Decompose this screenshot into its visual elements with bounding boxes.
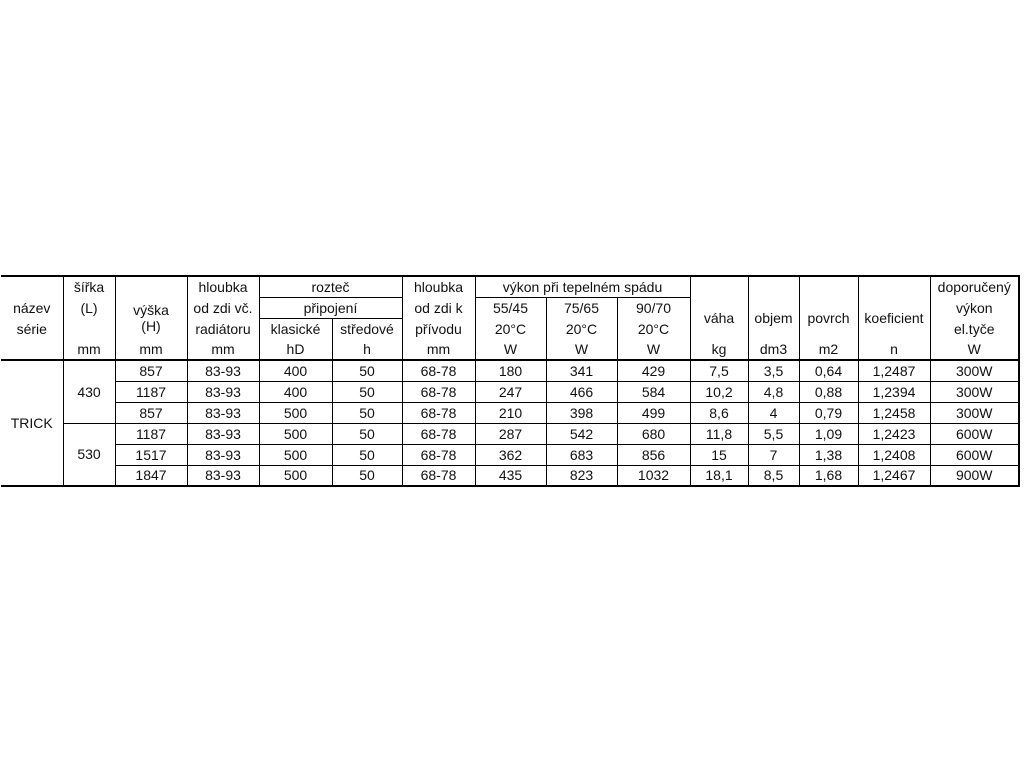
header-power-90: 90/70 bbox=[617, 297, 690, 318]
header-spacing-sub: připojení bbox=[259, 297, 402, 318]
unit-recommended: W bbox=[930, 339, 1019, 360]
power-55-cell: 435 bbox=[475, 465, 546, 486]
unit-inlet-depth: mm bbox=[402, 339, 475, 360]
coefficient-cell: 1,2408 bbox=[858, 444, 930, 465]
depth-cell: 83-93 bbox=[187, 360, 259, 381]
weight-cell: 11,8 bbox=[690, 423, 748, 444]
inlet-depth-cell: 68-78 bbox=[402, 423, 475, 444]
unit-weight: kg bbox=[690, 339, 748, 360]
spacing-classic-cell: 500 bbox=[259, 402, 332, 423]
power-75-cell: 466 bbox=[546, 381, 617, 402]
inlet-depth-cell: 68-78 bbox=[402, 402, 475, 423]
volume-cell: 4 bbox=[748, 402, 799, 423]
unit-surface: m2 bbox=[799, 339, 858, 360]
spacing-center-cell: 50 bbox=[332, 402, 402, 423]
unit-cell bbox=[1, 339, 63, 360]
header-volume-label: objem bbox=[748, 297, 799, 339]
unit-spacing-center: h bbox=[332, 339, 402, 360]
unit-height: mm bbox=[115, 339, 187, 360]
header-recommended-sub2: el.tyče bbox=[930, 318, 1019, 339]
height-label-line2: (H) bbox=[141, 318, 161, 334]
table-row bbox=[1, 423, 1019, 444]
recommended-cell: 600W bbox=[930, 444, 1019, 465]
coefficient-cell: 1,2423 bbox=[858, 423, 930, 444]
height-cell: 857 bbox=[115, 360, 187, 381]
header-row-2 bbox=[1, 297, 1019, 318]
height-cell: 1847 bbox=[115, 465, 187, 486]
spacing-classic-cell: 400 bbox=[259, 360, 332, 381]
volume-cell: 7 bbox=[748, 444, 799, 465]
header-cell bbox=[115, 276, 187, 297]
header-power-label: výkon při tepelném spádu bbox=[475, 276, 690, 297]
recommended-cell: 300W bbox=[930, 381, 1019, 402]
power-90-cell: 584 bbox=[617, 381, 690, 402]
surface-cell: 1,09 bbox=[799, 423, 858, 444]
recommended-cell: 300W bbox=[930, 402, 1019, 423]
header-weight-label: váha bbox=[690, 297, 748, 339]
header-coefficient-label: koeficient bbox=[858, 297, 930, 339]
width-cell: 530 bbox=[63, 423, 115, 486]
power-90-cell: 499 bbox=[617, 402, 690, 423]
header-cell bbox=[1, 276, 63, 297]
spacing-classic-cell: 500 bbox=[259, 423, 332, 444]
header-power-75-temp: 20°C bbox=[546, 318, 617, 339]
table-row bbox=[1, 465, 1019, 486]
unit-power-75: W bbox=[546, 339, 617, 360]
coefficient-cell: 1,2467 bbox=[858, 465, 930, 486]
spacing-center-cell: 50 bbox=[332, 444, 402, 465]
table-row bbox=[1, 381, 1019, 402]
volume-cell: 4,8 bbox=[748, 381, 799, 402]
header-power-55: 55/45 bbox=[475, 297, 546, 318]
header-spacing-label: rozteč bbox=[259, 276, 402, 297]
header-recommended-label: doporučený bbox=[930, 276, 1019, 297]
header-width-label: šířka bbox=[63, 276, 115, 297]
weight-cell: 10,2 bbox=[690, 381, 748, 402]
power-55-cell: 287 bbox=[475, 423, 546, 444]
units-row bbox=[1, 339, 1019, 360]
header-power-90-temp: 20°C bbox=[617, 318, 690, 339]
height-cell: 1187 bbox=[115, 381, 187, 402]
depth-cell: 83-93 bbox=[187, 381, 259, 402]
unit-volume: dm3 bbox=[748, 339, 799, 360]
power-90-cell: 856 bbox=[617, 444, 690, 465]
power-90-cell: 429 bbox=[617, 360, 690, 381]
inlet-depth-cell: 68-78 bbox=[402, 360, 475, 381]
depth-cell: 83-93 bbox=[187, 423, 259, 444]
unit-spacing-classic: hD bbox=[259, 339, 332, 360]
surface-cell: 0,88 bbox=[799, 381, 858, 402]
radiator-spec-table bbox=[1, 275, 1020, 487]
recommended-cell: 900W bbox=[930, 465, 1019, 486]
unit-coefficient: n bbox=[858, 339, 930, 360]
header-power-55-temp: 20°C bbox=[475, 318, 546, 339]
header-surface-label: povrch bbox=[799, 297, 858, 339]
header-cell bbox=[799, 276, 858, 297]
power-75-cell: 823 bbox=[546, 465, 617, 486]
header-inlet-depth-label: hloubka bbox=[402, 276, 475, 297]
header-power-75: 75/65 bbox=[546, 297, 617, 318]
surface-cell: 1,38 bbox=[799, 444, 858, 465]
surface-cell: 1,68 bbox=[799, 465, 858, 486]
inlet-depth-cell: 68-78 bbox=[402, 381, 475, 402]
header-cell bbox=[748, 276, 799, 297]
recommended-cell: 300W bbox=[930, 360, 1019, 381]
header-row-1 bbox=[1, 276, 1019, 297]
power-55-cell: 362 bbox=[475, 444, 546, 465]
depth-cell: 83-93 bbox=[187, 465, 259, 486]
inlet-depth-cell: 68-78 bbox=[402, 444, 475, 465]
power-55-cell: 247 bbox=[475, 381, 546, 402]
series-name-cell: TRICK bbox=[1, 360, 63, 486]
spacing-center-cell: 50 bbox=[332, 360, 402, 381]
power-90-cell: 680 bbox=[617, 423, 690, 444]
header-spacing-center: středové bbox=[332, 318, 402, 339]
inlet-depth-cell: 68-78 bbox=[402, 465, 475, 486]
volume-cell: 5,5 bbox=[748, 423, 799, 444]
spacing-center-cell: 50 bbox=[332, 423, 402, 444]
width-cell: 430 bbox=[63, 360, 115, 423]
spacing-classic-cell: 500 bbox=[259, 465, 332, 486]
height-label-line1: výška bbox=[133, 302, 169, 318]
power-75-cell: 542 bbox=[546, 423, 617, 444]
height-cell: 1517 bbox=[115, 444, 187, 465]
unit-width: mm bbox=[63, 339, 115, 360]
height-cell: 857 bbox=[115, 402, 187, 423]
unit-power-55: W bbox=[475, 339, 546, 360]
power-55-cell: 210 bbox=[475, 402, 546, 423]
header-spacing-classic: klasické bbox=[259, 318, 332, 339]
header-cell bbox=[690, 276, 748, 297]
power-75-cell: 341 bbox=[546, 360, 617, 381]
power-75-cell: 398 bbox=[546, 402, 617, 423]
table-row bbox=[1, 444, 1019, 465]
weight-cell: 7,5 bbox=[690, 360, 748, 381]
spacing-center-cell: 50 bbox=[332, 381, 402, 402]
header-inlet-depth-sub2: přívodu bbox=[402, 318, 475, 339]
header-recommended-sub: výkon bbox=[930, 297, 1019, 318]
power-55-cell: 180 bbox=[475, 360, 546, 381]
volume-cell: 3,5 bbox=[748, 360, 799, 381]
surface-cell: 0,64 bbox=[799, 360, 858, 381]
weight-cell: 18,1 bbox=[690, 465, 748, 486]
unit-power-90: W bbox=[617, 339, 690, 360]
header-series-label: název bbox=[13, 299, 51, 316]
weight-cell: 8,6 bbox=[690, 402, 748, 423]
surface-cell: 0,79 bbox=[799, 402, 858, 423]
header-cell bbox=[63, 318, 115, 339]
power-75-cell: 683 bbox=[546, 444, 617, 465]
header-width-sub: (L) bbox=[63, 297, 115, 318]
header-series-sub: série bbox=[16, 320, 47, 337]
recommended-cell: 600W bbox=[930, 423, 1019, 444]
coefficient-cell: 1,2394 bbox=[858, 381, 930, 402]
power-90-cell: 1032 bbox=[617, 465, 690, 486]
header-depth-sub2: radiátoru bbox=[187, 318, 259, 339]
table-row bbox=[1, 402, 1019, 423]
header-inlet-depth-sub: od zdi k bbox=[402, 297, 475, 318]
weight-cell: 15 bbox=[690, 444, 748, 465]
coefficient-cell: 1,2487 bbox=[858, 360, 930, 381]
header-cell bbox=[858, 276, 930, 297]
depth-cell: 83-93 bbox=[187, 402, 259, 423]
spacing-classic-cell: 500 bbox=[259, 444, 332, 465]
spacing-classic-cell: 400 bbox=[259, 381, 332, 402]
header-depth-label: hloubka bbox=[187, 276, 259, 297]
spacing-center-cell: 50 bbox=[332, 465, 402, 486]
depth-cell: 83-93 bbox=[187, 444, 259, 465]
height-cell: 1187 bbox=[115, 423, 187, 444]
header-height-label bbox=[115, 297, 187, 339]
table-row bbox=[1, 360, 1019, 381]
volume-cell: 8,5 bbox=[748, 465, 799, 486]
unit-depth: mm bbox=[187, 339, 259, 360]
coefficient-cell: 1,2458 bbox=[858, 402, 930, 423]
header-depth-sub: od zdi vč. bbox=[187, 297, 259, 318]
